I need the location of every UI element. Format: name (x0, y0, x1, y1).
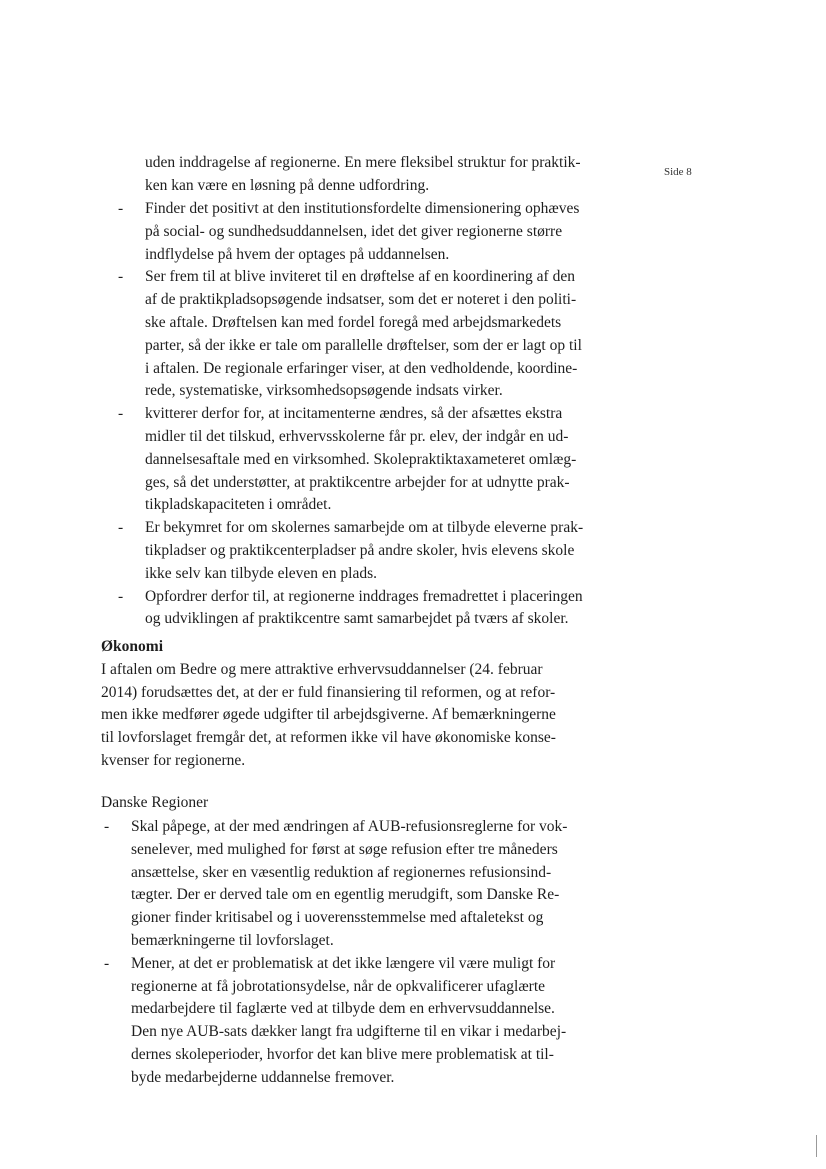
comment-list-1 (118, 198, 584, 631)
list-item (118, 266, 583, 403)
continuation-paragraph (145, 152, 581, 198)
dash-bullet: - (104, 954, 110, 972)
dash-bullet: - (118, 268, 124, 286)
text-line: tikpladskapaciteten i området. (145, 496, 332, 514)
organization-subheading (101, 792, 208, 815)
dash-bullet: - (118, 405, 124, 423)
text-line: ges, så det understøtter, at praktikcentre arbejder for at udnytte prak- (145, 473, 570, 491)
list-item (118, 198, 583, 266)
text-line: dannelsesaftale med en virksomhed. Skolepraktiktaxameteret omlæg- (145, 450, 577, 468)
comment-list-2 (104, 816, 568, 1090)
text-line: kvitterer derfor for, at incitamenterne ændres, så der afsættes ekstra (145, 405, 563, 423)
text-line: ansættelse, sker en væsentlig reduktion af regionernes refusionsind- (131, 863, 552, 881)
section-economy (101, 636, 556, 773)
dash-bullet: - (118, 200, 124, 217)
text-line: Er bekymret for om skolernes samarbejde om at tilbyde eleverne prak- (145, 519, 584, 537)
text-line: parter, så der ikke er tale om parallelle drøftelser, som der er lagt op til (145, 336, 582, 354)
text-line: ske aftale. Drøftelsen kan med fordel foregå med arbejdsmarkedets (145, 313, 562, 331)
text-line: dernes skoleperioder, hvorfor det kan blive mere problematisk at til- (131, 1045, 554, 1063)
text-line: ikke selv kan tilbyde eleven en plads. (145, 564, 378, 582)
text-line: på social- og sundhedsuddannelsen, idet det giver regionerne større (145, 222, 563, 240)
subheading: Danske Regioner (101, 794, 209, 811)
text-line: af de praktikpladsopsøgende indsatser, som det er noteret i den politi- (145, 291, 577, 309)
page-number: Side 8 (664, 166, 692, 178)
text-line: uden inddragelse af regionerne. En mere fleksibel struktur for praktik- (145, 154, 581, 171)
dash-bullet: - (104, 818, 110, 835)
text-line: tikpladser og praktikcenterpladser på andre skoler, hvis elevens skole (145, 541, 575, 559)
list-item (118, 403, 583, 517)
text-line: Finder det positivt at den institutionsfordelte dimensionering ophæves (145, 200, 580, 217)
text-line: senelever, med mulighed for først at søge refusion efter tre måneders (131, 840, 558, 858)
text-line: rede, systematiske, virksomhedsopsøgende indsats virker. (145, 382, 503, 400)
text-line: og udviklingen af praktikcentre samt samarbejdet på tværs af skoler. (145, 610, 569, 628)
list-item (104, 816, 568, 953)
text-line: tægter. Der er derved tale om en egentlig merudgift, som Danske Re- (131, 886, 560, 904)
text-line: indflydelse på hvem der optages på uddannelsen. (145, 245, 450, 263)
text-line: I aftalen om Bedre og mere attraktive erhvervsuddannelser (24. februar (101, 660, 543, 678)
text-line: 2014) forudsættes det, at der er fuld finansiering til reformen, og at refor- (101, 683, 556, 701)
text-line: medarbejdere til faglærte ved at tilbyde dem en erhvervsuddannelse. (131, 1000, 555, 1018)
list-item (118, 586, 583, 632)
text-line: Ser frem til at blive inviteret til en drøftelse af en koordinering af den (145, 268, 575, 286)
text-line: regionerne at få jobrotationsydelse, når de opkvalificerer ufaglærte (131, 977, 546, 995)
text-line: bemærkningerne til lovforslaget. (131, 931, 334, 949)
text-line: men ikke medfører øgede udgifter til arbejdsgiverne. Af bemærkningerne (101, 706, 556, 724)
text-line: Skal påpege, at der med ændringen af AUB-refusionsreglerne for vok- (131, 818, 568, 835)
text-line: i aftalen. De regionale erfaringer viser, at den vedholdende, koordine- (145, 359, 578, 377)
text-line: Mener, at det er problematisk at det ikke længere vil være muligt for (131, 954, 556, 972)
list-item (118, 517, 584, 585)
dash-bullet: - (118, 519, 124, 537)
text-line: gioner finder kritisabel og i uoverensstemmelse med aftaletekst og (131, 909, 544, 927)
text-line: til lovforslaget fremgår det, at reformen ikke vil have økonomiske konse- (101, 729, 556, 747)
section-heading: Økonomi (101, 638, 164, 655)
text-line: Opfordrer derfor til, at regionerne inddrages fremadrettet i placeringen (145, 587, 583, 605)
text-line: Den nye AUB-sats dækker langt fra udgifterne til en vikar i medarbej- (131, 1023, 567, 1041)
text-line: ken kan være en løsning på denne udfordring. (145, 176, 430, 194)
text-line: midler til det tilskud, erhvervsskolerne får pr. elev, der indgår en ud- (145, 427, 569, 445)
dash-bullet: - (118, 587, 124, 605)
text-line: byde medarbejderne uddannelse fremover. (131, 1068, 395, 1086)
text-line: kvenser for regionerne. (101, 751, 246, 769)
list-item (104, 953, 567, 1090)
scan-edge-mark (816, 1135, 817, 1157)
